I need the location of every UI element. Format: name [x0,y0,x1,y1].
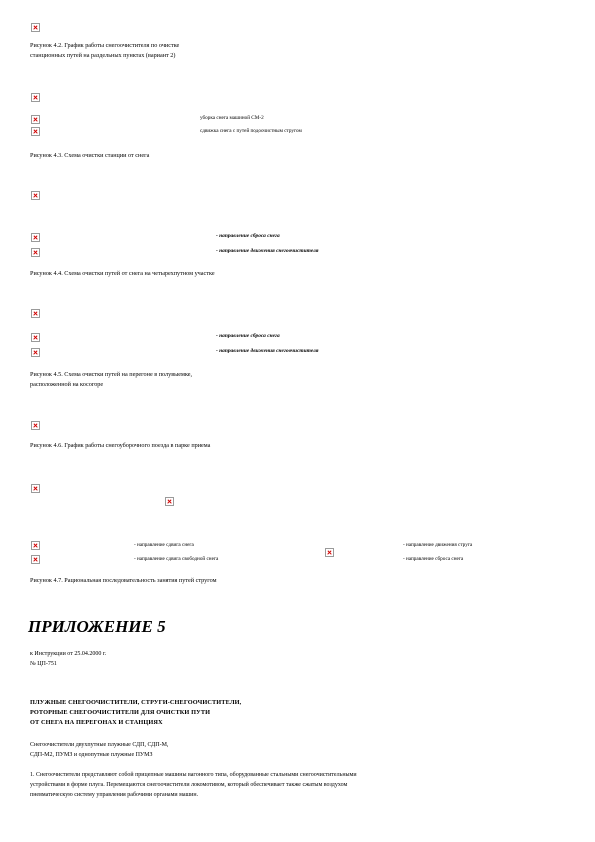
figure-4-5-caption-line-1: Рисунок 4.5. Схема очистки путей на перегоне в полувыемке, [30,371,193,378]
legend-snow-shift-direction-icon [31,541,40,550]
legend-snow-shift-direction-label: - направление сдвига снега [134,542,194,548]
legend-throw-direction-icon [31,233,40,242]
figure-4-3-caption: Рисунок 4.3. Схема очистки станции от снега [30,152,150,159]
figure-4-5-caption-line-2: расположенной на косогоре [30,381,104,388]
legend-throw-direction-label-2: - направление сброса снега [216,333,280,339]
instruction-reference-line-1: к Инструкции от 25.04.2000 г. [30,651,107,657]
figure-4-7-broken-image-icon-2 [165,497,174,506]
legend-throw-direction-label: - направление сброса снега [216,233,280,239]
figure-4-7-broken-image-icon [31,484,40,493]
subsection-line-2: СДП-М2, ПУМЗ и однопутные плужные ПУМЗ [30,752,153,758]
section-title-line-2: РОТОРНЫЕ СНЕГООЧИСТИТЕЛИ ДЛЯ ОЧИСТКИ ПУТИ [30,709,211,716]
legend-snow-throw-label: - направление сброса снега [403,556,464,562]
figure-4-2-broken-image-icon [31,23,40,32]
legend-snow-removal-label: уборка снега машиной СМ-2 [200,115,264,121]
figure-4-5-broken-image-icon [31,309,40,318]
section-title-line-3: ОТ СНЕГА НА ПЕРЕГОНАХ И СТАНЦИЯХ [30,719,163,726]
legend-throw-direction-icon-2 [31,333,40,342]
legend-snow-shift-label: сдвижка снега с путей подоочистным стругом [200,128,302,134]
legend-plow-direction-icon [31,248,40,257]
figure-4-4-caption: Рисунок 4.4. Схема очистки путей от снега на четырехпутном участке [30,270,215,277]
paragraph-line-1: 1. Снегоочистители представляют собой прицепные машины вагонного типа, оборудованные стальными снегоочистительными [30,772,357,778]
legend-plow-movement-label: - направление движения струга [403,542,473,548]
figure-4-6-caption: Рисунок 4.6. График работы снегоуборочного поезда в парке приема [30,442,211,449]
legend-free-snow-shift-label: - направление сдвига свободной снега [134,556,219,562]
figure-4-3-broken-image-icon [31,93,40,102]
figure-4-2-caption-line-1: Рисунок 4.2. График работы снегоочистителя по очистке [30,42,180,49]
legend-plow-movement-icon [325,548,334,557]
paragraph-line-2: устройствами в форме плуга. Перемещаются снегоочистители локомотивом, который обеспечивает также сжатым воздухом [30,782,348,788]
instruction-reference-line-2: № ЦП-751 [30,661,57,667]
legend-snow-shift-icon [31,127,40,136]
legend-snow-removal-icon [31,115,40,124]
section-title-line-1: ПЛУЖНЫЕ СНЕГООЧИСТИТЕЛИ, СТРУГИ-СНЕГООЧИСТИТЕЛИ, [30,699,242,706]
legend-free-snow-shift-icon [31,555,40,564]
paragraph-line-3: пневматическую систему управления рабочими органами машин. [30,792,199,798]
subsection-line-1: Снегоочистители двухпутные плужные СДП, СДП-М, [30,742,169,748]
appendix-heading: ПРИЛОЖЕНИЕ 5 [28,617,166,636]
figure-4-4-broken-image-icon [31,191,40,200]
figure-4-7-caption: Рисунок 4.7. Рациональная последовательность занятия путей стругом [30,577,217,584]
legend-plow-direction-icon-2 [31,348,40,357]
legend-plow-direction-label-2: - направление движения снегоочистителя [216,348,319,354]
figure-4-6-broken-image-icon [31,421,40,430]
legend-plow-direction-label: - направление движения снегоочистителя [216,248,319,254]
figure-4-2-caption-line-2: станционных путей на раздельных пунктах (вариант 2) [30,52,176,59]
